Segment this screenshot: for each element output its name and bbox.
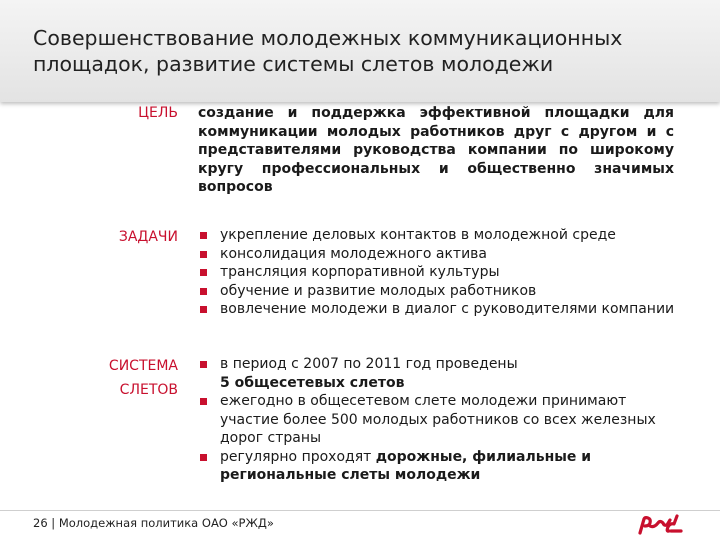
list-item-strong: дорожные, филиальные и региональные слеты молодежи [220, 448, 592, 483]
page-title [33, 25, 713, 77]
list-item [198, 448, 678, 485]
tasks-list [198, 226, 678, 319]
goal-text: создание и поддержка эффективной площадки для коммуникации молодых работников друг с другом и с представителями руководства компании по широкому кругу профессиональных и общественно значимых вопросов [198, 105, 674, 195]
rzd-logo [636, 512, 686, 536]
list-item [198, 226, 678, 245]
bullet-icon [200, 361, 207, 368]
list-item-text: трансляция корпоративной культуры [220, 264, 500, 280]
list-item-text: в период с 2007 по 2011 год проведены [220, 356, 518, 372]
goal-label: ЦЕЛЬ [138, 105, 178, 121]
bullet-icon [200, 306, 207, 313]
footer-divider [0, 510, 720, 511]
list-item-text: обучение и развитие молодых работников [220, 282, 537, 299]
rallies-label [60, 354, 178, 402]
title-line-1: Совершенствование молодежных коммуникационных [33, 26, 623, 50]
list-item [198, 282, 678, 301]
list-item-text: консолидация молодежного актива [220, 245, 487, 262]
list-item [198, 263, 678, 282]
bullet-icon [200, 454, 207, 461]
rallies-label-line-2: СЛЕТОВ [119, 382, 178, 398]
bullet-icon [200, 269, 207, 276]
rallies-label-line-1: СИСТЕМА [108, 358, 178, 374]
rallies-list [198, 355, 678, 485]
slide-header [0, 0, 720, 102]
title-line-2: площадок, развитие системы слетов молодежи [33, 52, 554, 76]
list-item [198, 392, 678, 448]
bullet-icon [200, 398, 207, 405]
list-item [198, 300, 678, 319]
list-item-text: регулярно проходят [220, 448, 376, 465]
list-item-text: вовлечение молодежи в диалог с руководителями компании [220, 301, 675, 317]
list-item [198, 355, 678, 392]
list-item-text: ежегодно в общесетевом слете молодежи принимают участие более 500 молодых работников со всех железных дорог страны [220, 393, 656, 446]
bullet-icon [200, 232, 207, 239]
list-item-strong: 5 общесетевых слетов [220, 374, 405, 391]
bullet-icon [200, 251, 207, 258]
list-item [198, 245, 678, 264]
footer-text: 26 | Молодежная политика ОАО «РЖД» [33, 516, 274, 530]
list-item-text: укрепление деловых контактов в молодежной среде [220, 227, 616, 243]
tasks-label: ЗАДАЧИ [118, 229, 178, 245]
bullet-icon [200, 288, 207, 295]
